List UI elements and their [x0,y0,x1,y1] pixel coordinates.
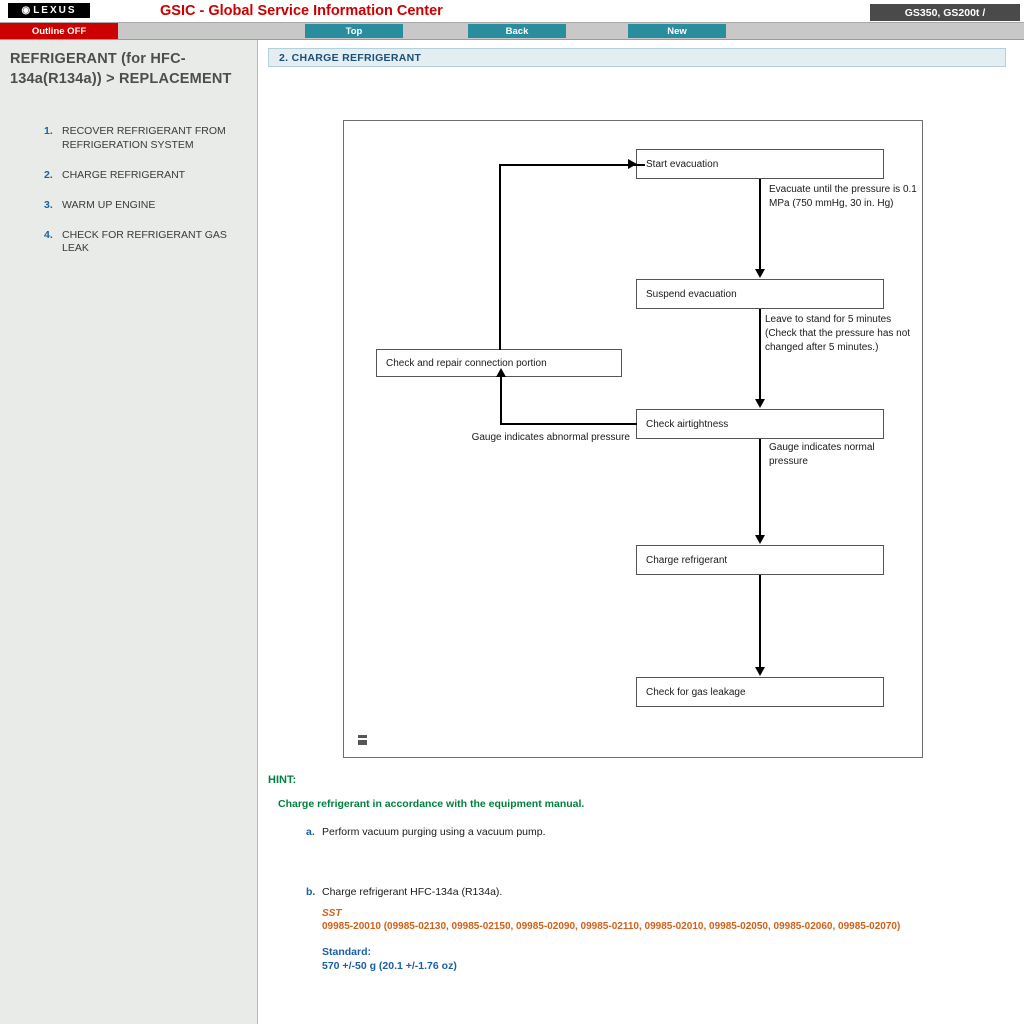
connector-repair-to-start-vertical [499,164,501,350]
sst-label: SST [322,908,342,919]
standard-value: 570 +/-50 g (20.1 +/-1.76 oz) [322,959,457,972]
lexus-l-mark-icon: ◉ [21,5,31,16]
model-badge: GS350, GS200t / [870,4,1020,21]
list-item-number: 2. [44,168,53,181]
flow-box-suspend-evacuation: Suspend evacuation [636,279,884,309]
flow-box-check-repair-connection: Check and repair connection portion [376,349,622,377]
nav-strip [0,22,1024,40]
connector-start-to-suspend [759,179,761,270]
connector-suspend-to-airtightness [759,309,761,400]
flow-diagram-figure [343,120,923,758]
new-button[interactable]: New [628,24,726,38]
sidebar-item-check-gas-leak[interactable] [44,229,247,257]
sidebar [0,40,258,1024]
arrow-airtightness-to-charge-icon [755,535,765,544]
lexus-logo [8,3,90,18]
table-of-contents [44,125,247,256]
step-a [306,826,1006,838]
step-text: Perform vacuum purging using a vacuum pump. [322,826,546,838]
sidebar-item-label: RECOVER REFRIGERANT FROM REFRIGERATION SYSTEM [62,125,226,151]
sidebar-item-charge-refrigerant[interactable] [44,169,247,183]
arrow-suspend-to-airtightness-icon [755,399,765,408]
outline-toggle-button[interactable]: Outline OFF [0,23,118,39]
hint-text: Charge refrigerant in accordance with the equipment manual. [278,798,585,810]
top-button[interactable]: Top [305,24,403,38]
flow-box-check-gas-leakage: Check for gas leakage [636,677,884,707]
step-text: Charge refrigerant HFC-134a (R134a). [322,886,503,898]
list-item-number: 4. [44,228,53,241]
flow-box-check-airtightness: Check airtightness [636,409,884,439]
arrow-charge-to-leakage-icon [755,667,765,676]
sst-value: 09985-20010 (09985-02130, 09985-02150, 09985-02090, 09985-02110, 09985-02010, 09985-02050, 09985-02060, 09985-02070) [322,921,901,932]
back-button[interactable]: Back [468,24,566,38]
sidebar-item-label: WARM UP ENGINE [62,198,156,211]
sidebar-item-label: CHARGE REFRIGERANT [62,168,186,181]
connector-airtightness-to-repair-vertical [500,377,502,424]
site-title: GSIC - Global Service Information Center [160,3,443,19]
step-marker: a. [306,826,315,838]
sidebar-item-label: CHECK FOR REFRIGERANT GAS LEAK [62,228,227,255]
figure-note-icon [358,735,367,745]
page-title: REFRIGERANT (for HFC-134a(R134a)) > REPLACEMENT [10,51,232,87]
page-header [0,0,1024,22]
arrow-to-repair-box-icon [496,368,506,377]
connector-repair-to-start-horizontal [499,164,645,166]
sidebar-item-warm-up-engine[interactable] [44,199,247,213]
list-item-number: 1. [44,125,53,138]
flow-box-start-evacuation: Start evacuation [636,149,884,179]
arrow-repair-to-start-icon [628,159,637,169]
step-marker: b. [306,886,316,898]
flow-note-leave-to-stand: Leave to stand for 5 minutes (Check that the pressure has not changed after 5 minutes.) [765,314,911,353]
hint-label: HINT: [268,774,297,786]
connector-airtightness-to-charge [759,439,761,536]
lexus-logo-text: LEXUS [33,5,77,16]
flow-note-evacuate-pressure: Evacuate until the pressure is 0.1 MPa (750 mmHg, 30 in. Hg) [769,184,917,209]
list-item-number: 3. [44,198,53,211]
standard-label: Standard: [322,945,372,958]
step-b [306,886,1006,898]
section-heading: 2. CHARGE REFRIGERANT [268,48,1006,67]
flow-box-charge-refrigerant: Charge refrigerant [636,545,884,575]
flow-note-abnormal-pressure: Gauge indicates abnormal pressure [471,432,630,443]
sidebar-item-recover-refrigerant[interactable] [44,125,247,153]
arrow-start-to-suspend-icon [755,269,765,278]
body-wrapper [0,40,1024,1024]
connector-airtightness-to-repair-horizontal [500,423,637,425]
flow-note-normal-pressure: Gauge indicates normal pressure [769,442,875,467]
connector-charge-to-leakage [759,575,761,668]
content-area [258,40,1024,1024]
